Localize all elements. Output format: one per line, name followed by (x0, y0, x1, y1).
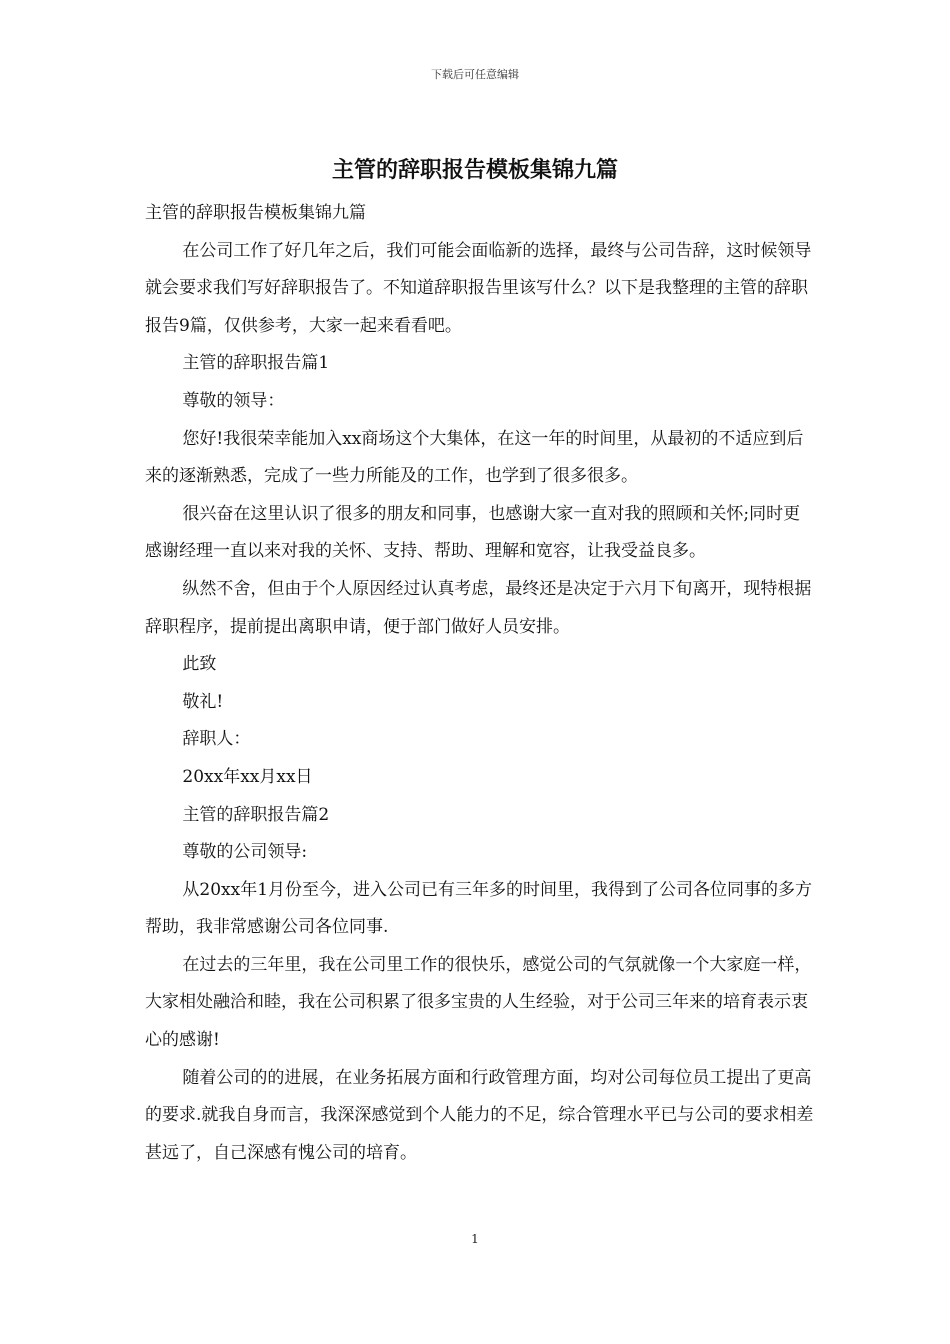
date-line: 20xx年xx月xx日 (182, 766, 313, 787)
page-number: 1 (471, 1232, 479, 1246)
section-heading-1: 主管的辞职报告篇1 (182, 353, 330, 374)
subtitle-paragraph: 主管的辞职报告模板集锦九篇 (145, 203, 366, 223)
closing-line: 此致 (182, 654, 217, 675)
body-paragraph: 很兴奋在这里认识了很多的朋友和同事，也感谢大家一直对我的照顾和关怀;同时更感谢经理一直以来对我的关怀、支持、帮助、理解和宽容，让我受益良多。 (145, 503, 801, 562)
body-paragraph: 从20xx年1月份至今，进入公司已有三年多的时间里，我得到了公司各位同事的多方帮助，我非常感谢公司各位同事. (145, 879, 813, 938)
body-paragraph: 纵然不舍，但由于个人原因经过认真考虑，最终还是决定于六月下旬离开，现特根据辞职程序，提前提出离职申请，便于部门做好人员安排。 (145, 578, 812, 637)
signature-line: 辞职人： (182, 729, 251, 750)
body-paragraph: 随着公司的的进展，在业务拓展方面和行政管理方面，均对公司每位员工提出了更高的要求.就我自身而言，我深深感觉到个人能力的不足，综合管理水平已与公司的要求相差甚远了，自己深感有愧公司的培育。 (145, 1067, 814, 1163)
body-paragraph: 您好!我很荣幸能加入xx商场这个大集体，在这一年的时间里，从最初的不适应到后来的逐渐熟悉，完成了一些力所能及的工作，也学到了很多很多。 (145, 428, 804, 487)
closing-line: 敬礼! (182, 691, 224, 712)
document-title: 主管的辞职报告模板集锦九篇 (331, 157, 618, 183)
section-heading-2: 主管的辞职报告篇2 (182, 804, 330, 825)
intro-paragraph: 在公司工作了好几年之后，我们可能会面临新的选择，最终与公司告辞，这时候领导就会要求我们写好辞职报告了。不知道辞职报告里该写什么？以下是我整理的主管的辞职报告9篇，仅供参考，大家一起来看看吧。 (145, 240, 812, 336)
salutation-2: 尊敬的公司领导: (182, 842, 308, 863)
header-note: 下载后可任意编辑 (431, 68, 519, 81)
document-body (145, 195, 815, 1172)
body-paragraph: 在过去的三年里，我在公司里工作的很快乐，感觉公司的气氛就像一个大家庭一样，大家相处融洽和睦，我在公司积累了很多宝贵的人生经验，对于公司三年来的培育表示衷心的感谢! (145, 954, 812, 1051)
salutation-1: 尊敬的领导： (182, 390, 285, 411)
